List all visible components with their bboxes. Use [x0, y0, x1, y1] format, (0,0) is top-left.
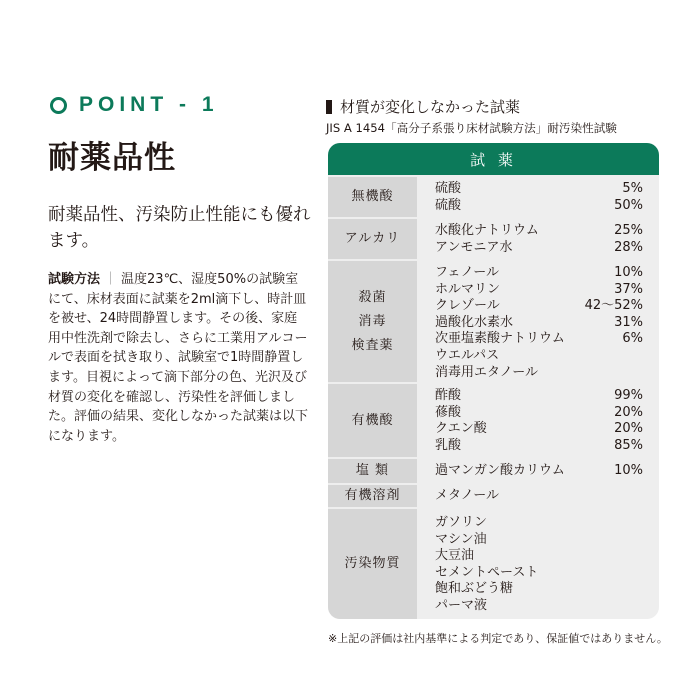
- category-cell: 塩 類: [328, 459, 417, 483]
- items-cell: [417, 459, 659, 483]
- list-item: セメントペースト: [435, 564, 539, 580]
- category-cell: 有機溶剤: [328, 485, 417, 507]
- category-cell: 有機酸: [328, 384, 417, 457]
- page-title: 耐薬品性: [48, 140, 176, 176]
- items-cell: [417, 384, 659, 457]
- items-cell: [417, 509, 659, 619]
- point-label: [50, 93, 219, 117]
- category-cell: 殺菌 消毒 検査薬: [328, 261, 417, 382]
- category-cell: 汚染物質: [328, 509, 417, 619]
- list-item: ウエルパス: [435, 347, 500, 363]
- table-title: [326, 96, 520, 117]
- list-item: 蓚酸 20%: [435, 404, 643, 420]
- table-header: 試 薬: [328, 143, 659, 175]
- list-item: ホルマリン 37%: [435, 281, 643, 297]
- list-item: クエン酸 20%: [435, 421, 643, 437]
- table-row: [328, 261, 659, 382]
- table-subtitle: JIS A 1454「高分子系張り床材試験方法」耐汚染性試験: [326, 121, 617, 135]
- table-row: [328, 509, 659, 619]
- circle-bullet-icon: [50, 97, 67, 114]
- items-cell: [417, 177, 659, 217]
- list-item: 大豆油: [435, 548, 475, 564]
- list-item: ガソリン: [435, 515, 488, 530]
- reagent-table: [328, 143, 659, 619]
- list-item: 硫酸 5%: [435, 181, 643, 196]
- list-item: クレゾール 42～52%: [435, 298, 643, 314]
- test-method-text: 温度23℃、湿度50%の試験室にて、床材表面に試薬を2ml滴下し、時計皿を被せ、24時間静置します。その後、家庭用中性洗剤で除去し、さらに工業用アルコールで表面を拭き取り、試験室で1時間静置します。目視によって滴下部分の色、光沢及び材質の変化を確認し、汚染性を評価しました。評価の結果、変化しなかった試薬は以下になります。: [48, 272, 309, 444]
- list-item: 次亜塩素酸ナトリウム 6%: [435, 331, 643, 347]
- items-cell: [417, 261, 659, 382]
- category-cell: アルカリ: [328, 219, 417, 259]
- list-item: パーマ液: [435, 597, 488, 613]
- table-row: [328, 384, 659, 457]
- list-item: 乳酸 85%: [435, 437, 643, 453]
- table-title-text: 材質が変化しなかった試薬: [340, 98, 521, 116]
- list-item: 水酸化ナトリウム 25%: [435, 223, 643, 238]
- list-item: 消毒用エタノール: [435, 364, 538, 380]
- list-item: 飽和ぶどう糖: [435, 581, 514, 597]
- items-cell: [417, 219, 659, 259]
- square-bullet-icon: [326, 100, 332, 114]
- list-item: 過酸化水素水 31%: [435, 314, 643, 330]
- test-method-label: 試験方法: [48, 272, 101, 287]
- list-item: メタノール: [435, 488, 499, 503]
- items-cell: [417, 485, 659, 507]
- test-method: [48, 270, 310, 446]
- list-item: アンモニア水 28%: [435, 239, 643, 255]
- list-item: 硫酸 50%: [435, 197, 643, 213]
- table-row: [328, 219, 659, 259]
- table-row: [328, 459, 659, 483]
- lead-text: 耐薬品性、汚染防止性能にも優れます。: [48, 205, 311, 251]
- category-cell: 無機酸: [328, 177, 417, 217]
- list-item: マシン油: [435, 531, 487, 547]
- list-item: フェノール 10%: [435, 265, 643, 280]
- point-text: POINT - 1: [79, 93, 219, 116]
- table-row: [328, 485, 659, 507]
- separator: ｜: [104, 272, 118, 287]
- list-item: 酢酸 99%: [435, 388, 643, 403]
- table-row: [328, 177, 659, 217]
- list-item: 過マンガン酸カリウム 10%: [435, 463, 643, 478]
- footnote: ※上記の評価は社内基準による判定であり、保証値ではありません。: [328, 632, 668, 645]
